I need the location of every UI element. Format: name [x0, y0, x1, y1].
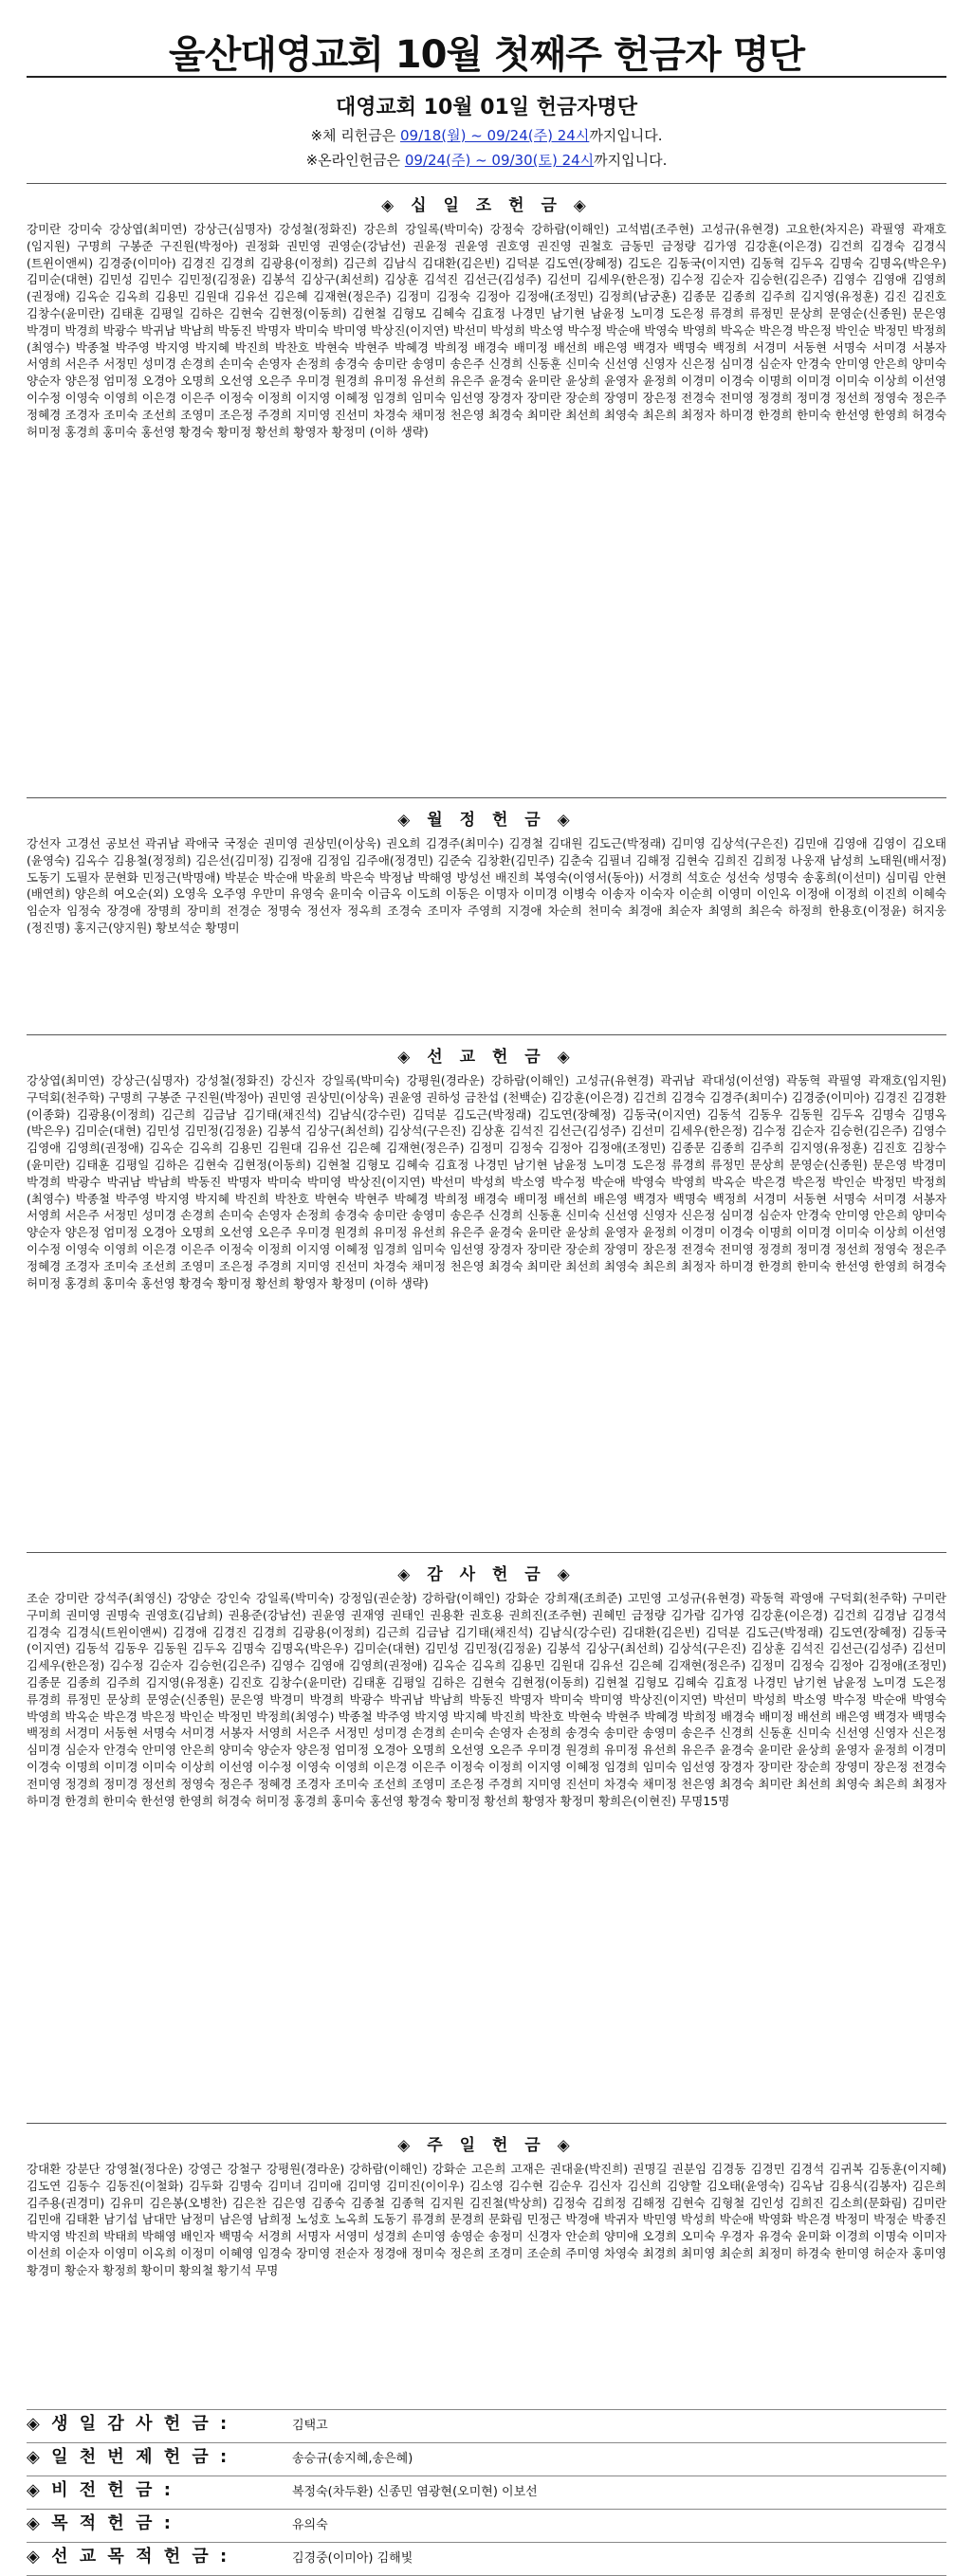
offering-names: 김경중(이미아) 김해빛 — [292, 2551, 413, 2566]
section-divider — [27, 183, 946, 184]
main-title: 울산대영교회 10월 첫째주 헌금자 명단 — [169, 33, 804, 77]
section-title: ◈ 월 정 헌 금 ◈ — [397, 811, 576, 830]
offering-purpose — [27, 2509, 946, 2542]
period-offline — [27, 126, 946, 145]
period-online — [27, 151, 946, 170]
section-divider — [27, 797, 946, 798]
section-divider — [27, 2123, 946, 2124]
donor-names: 강미란 강미숙 강상엽(최미연) 강상근(심명자) 강성철(정화진) 강은희 강일록(박미숙) 강정숙 강하람(이해인) 고석범(조주현) 고성규(유현경) 고요한(차지은) 곽필영 곽재호(임지원) 구명희 구봉준 구진원(박정아) 권정화 권민영 권영순(강남선) 권윤정 권윤영 권호영 권진영 권철호 금동민 금정량 김가영 김강훈(이은경) 김건희 김경숙 김경식(트윈이앤씨) 김경중(이미아) 김경진 김경희 김광용(이정희) 김근희 김남식 김대환(김은빈) 김덕분 김도연(장혜정) 김도은 김동국(이지연) 김동혁 김두옥 김명숙 김명옥(박은우) 김미순(대현) 김민성 김민수 김민정(김정윤) 김봉석 김상구(최선희) 김상훈 김석진 김선근(김성주) 김선미 김세우(한은정) 김수정 김순자 김승헌(김은주) 김영수 김영애 김영희(권정애) 김옥순 김옥희 김용민 김원대 김유선 김은혜 김재현(정은주) 김정미 김정숙 김정아 김정애(조정민) 김정희(남궁훈) 김종문 김종희 김주희 김지영(유정훈) 김진 김진호 김창수(윤미란) 김태훈 김평일 김하은 김현숙 김현정(이동희) 김현철 김형모 김혜숙 김효정 나경민 남기현 남윤정 노미경 도은정 류경희 류정민 문상희 문영순(신종원) 문은영 박경미 박경희 박광수 박귀남 박남희 박동진 박명자 박미숙 박미영 박상진(이지연) 박선미 박성희 박소영 박수정 박순애 박영숙 박영희 박옥순 박은경 박은정 박인순 박정민 박정희(최영수) 박종철 박주영 박지영 박지혜 박진희 박찬호 박현숙 박현주 박혜경 박희정 배경숙 배미정 배선희 배은영 백경자 백명숙 백정희 서경미 서동현 서명숙 서미경 서봉자 서영희 서은주 서정민 성미경 손경희 손미숙 손영자 손정희 송경숙 송미란 송영미 송은주 신경희 신동훈 신미숙 신선영 신영자 신은정 심미경 심순자 안경숙 안미영 안은희 양미숙 양순자 양은정 엄미정 오경아 오명희 오선영 오은주 우미경 원경희 유미정 유선희 유은주 윤경숙 윤미란 윤상희 윤영자 윤정희 이경미 이경숙 이명희 이미경 이미숙 이상희 이선영 이수정 이영숙 이영희 이은경 이은주 이정숙 이정희 이지영 이혜정 임경희 임미숙 임선영 장경자 장미란 장순희 장영미 장은정 전경숙 전미영 정경희 정미경 정선희 정영숙 정은주 정혜경 조경자 조미숙 조선희 조영미 조은정 주경희 지미영 진선미 차경숙 채미정 천은영 최경숙 최미란 최선희 최영숙 최은희 최정자 하미경 한경희 한미숙 한선영 한영희 허경숙 허미정 홍경희 홍미숙 홍선영 황경숙 황미정 황선희 황영자 황정미 (이하 생략) — [27, 222, 946, 439]
section-title: ◈ 선 교 헌 금 ◈ — [397, 1048, 576, 1067]
donor-names: 강상엽(최미연) 강상근(심명자) 강성철(정화진) 강신자 강일록(박미숙) 강평원(경라운) 강하람(이해인) 고성규(유현경) 곽귀남 곽대성(이선영) 곽동혁 곽필영 곽재호(임지원) 구덕회(천주학) 구명희 구봉준 구진원(박정아) 권민영 권상민(이상욱) 권윤영 권하성 금찬섭 (천백순) 김강훈(이은경) 김건희 김경숙 김경주(최미수) 김경중(이미아) 김경진 김경환(이종화) 김광용(이정희) 김근희 김금남 김기태(채진석) 김남식(강수린) 김덕분 김도근(박정래) 김도연(장혜정) 김동국(이지연) 김동석 김동우 김동원 김두옥 김명숙 김명옥(박은우) 김미순(대현) 김민성 김민정(김정윤) 김봉석 김상구(최선희) 김상석(구은진) 김상훈 김석진 김선근(김성주) 김선미 김세우(한은정) 김수정 김순자 김승헌(김은주) 김영수 김영애 김영희(권정애) 김옥순 김옥희 김용민 김원대 김유선 김은혜 김재현(정은주) 김정미 김정숙 김정아 김정애(조정민) 김종문 김종희 김주희 김지영(유정훈) 김진호 김창수(윤미란) 김태훈 김평일 김하은 김현숙 김현정(이동희) 김현철 김형모 김혜숙 김효정 나경민 남기현 남윤정 노미경 도은정 류경희 류정민 문상희 문영순(신종원) 문은영 박경미 박경희 박광수 박귀남 박남희 박동진 박명자 박미숙 박미영 박상진(이지연) 박선미 박성희 박소영 박수정 박순애 박영숙 박영희 박옥순 박은경 박은정 박인순 박정민 박정희(최영수) 박종철 박주영 박지영 박지혜 박진희 박찬호 박현숙 박현주 박혜경 박희정 배경숙 배미정 배선희 배은영 백경자 백명숙 백정희 서경미 서동현 서명숙 서미경 서봉자 서영희 서은주 서정민 성미경 손경희 손미숙 손영자 손정희 송경숙 송미란 송영미 송은주 신경희 신동훈 신미숙 신선영 신영자 신은정 심미경 심순자 안경숙 안미영 안은희 양미숙 양순자 양은정 엄미정 오경아 오명희 오선영 오은주 우미경 원경희 유미정 유선희 유은주 윤경숙 윤미란 윤상희 윤영자 윤정희 이경미 이경숙 이명희 이미경 이미숙 이상희 이선영 이수정 이영숙 이영희 이은경 이은주 이정숙 이정희 이지영 이혜정 임경희 임미숙 임선영 장경자 장미란 장순희 장영미 장은정 전경숙 전미영 정경희 정미경 정선희 정영숙 정은주 정혜경 조경자 조미숙 조선희 조영미 조은정 주경희 지미영 진선미 차경숙 채미정 천은영 최경숙 최미란 최선희 최영숙 최은희 최정자 하미경 한경희 한미숙 한선영 한영희 허경숙 허미정 홍경희 홍미숙 홍선영 황경숙 황미정 황선희 황영자 황정미 (이하 생략) — [27, 1073, 946, 1290]
offering-thousand — [27, 2442, 946, 2476]
section-sunday — [27, 2123, 946, 2396]
period-offline-prefix: ※체 리헌금은 — [310, 127, 401, 144]
offering-mission-purpose — [27, 2542, 946, 2576]
period-offline-range: 09/18(월) ~ 09/24(주) 24시 — [400, 127, 590, 144]
offering-label: ◈ 일 천 번 제 헌 금 : — [27, 2447, 230, 2467]
offering-names: 복정숙(차두환) 신종민 염광현(오미현) 이보선 — [292, 2485, 538, 2499]
subhead — [27, 91, 946, 170]
section-tithe — [27, 183, 946, 784]
section-thanksgiving — [27, 1552, 946, 2110]
offering-label: ◈ 목 적 헌 금 : — [27, 2513, 174, 2533]
section-monthly — [27, 797, 946, 1021]
section-mission — [27, 1034, 946, 1539]
donor-names: 강대환 강분단 강영철(정다운) 강영근 강철구 강평원(경라운) 강하람(이해인) 강화순 고은희 고재은 권대윤(박진희) 권명길 권분임 김경동 김경민 김경석 김귀복 김동훈(이지혜) 김도연 김동수 김동진(이철화) 김두화 김명숙 김미녀 김미애 김미영 김미진(이이우) 김소영 김수현 김순우 김신자 김신희 김양할 김오태(윤영숙) 김옥남 김용식(김봉자) 김은희 김주용(권경미) 김유미 김은봉(오병찬) 김은찬 김은영 김종숙 김종철 김종혁 김지원 김진철(박상희) 김정숙 김희정 김해정 김현숙 김형철 김인성 김희진 김소희(문화림) 김미란 김민애 김태환 남기섭 남대만 남정미 남은영 남희정 노성호 노옥희 도동기 류경희 문경희 문화림 민정근 박경애 박귀자 박민영 박성희 박순애 박영화 박은경 박정미 박정순 박종진 박지영 박진희 박태희 박해영 배인자 백명숙 서경희 서명자 서영미 성경희 손미영 송영순 송정미 신경자 안순희 양미애 오경희 오미숙 우경자 유경숙 윤미화 이경희 이명숙 이미자 이선희 이순자 이영미 이옥희 이정미 이혜영 임경숙 장미영 전순자 정경애 정미숙 정은희 조경미 조순희 주미영 차영숙 최경희 최미영 최순희 최정미 하경숙 한미영 허순자 홍미영 황경미 황순자 황정희 황이미 황의철 황기석 무명 — [27, 2162, 946, 2277]
offering-label: ◈ 선 교 목 적 헌 금 : — [27, 2547, 230, 2567]
section-title: ◈ 십 일 조 헌 금 ◈ — [381, 196, 592, 215]
offering-names: 김택고 — [292, 2419, 328, 2433]
period-online-prefix: ※온라인헌금은 — [305, 152, 405, 169]
offering-label: ◈ 생 일 감 사 헌 금 : — [27, 2414, 230, 2434]
section-title: ◈ 주 일 헌 금 ◈ — [397, 2136, 576, 2155]
offering-names: 송승규(송지혜,송은혜) — [292, 2452, 413, 2466]
sub-title: 대영교회 10월 01일 헌금자명단 — [336, 96, 637, 119]
special-offerings — [27, 2409, 946, 2576]
donor-names: 강선자 고경선 공보선 곽귀남 곽애국 국정순 권미영 권상민(이상욱) 권오희 김경주(최미수) 김경철 김대원 김도근(박정래) 김미영 김상석(구은진) 김민애 김영애 김영이 김오태(윤영숙) 김옥수 김용철(정정희) 김은선(김미정) 김정애 김정임 김주애(정경민) 김준숙 김창환(김민주) 김춘숙 김필녀 김해정 김현숙 김희진 김희정 나웅재 남성희 노태원(배서정) 도동기 도필자 문현화 민정근(박명애) 박분순 박순애 박윤희 박은숙 박정남 박해영 방성선 배진희 복영숙(이영서(동아)) 서경희 석호순 성선숙 성명숙 송홍희(이선미) 심미림 안현(배연희) 양은희 여오순(외) 오영욱 오주영 우만미 유영숙 윤미숙 이금옥 이도희 이동은 이명자 이미경 이병숙 이송자 이숙자 이순희 이영미 이인옥 이정애 이정희 이진희 이혜숙 임순자 임정숙 장경애 장명희 장미희 전경순 정명숙 정선자 정옥희 조경숙 조미자 주영희 지경애 차순희 천미숙 최경애 최순자 최영희 최은숙 하정희 한용호(이정윤) 허지웅(정진명) 홍지근(양지원) 황보석순 황명미 — [27, 836, 946, 935]
offering-names: 유의숙 — [292, 2518, 328, 2532]
offering-birthday — [27, 2409, 946, 2442]
period-online-range: 09/24(주) ~ 09/30(토) 24시 — [404, 152, 595, 169]
donor-names: 조순 강미란 강석주(최영신) 강양순 강인숙 강일록(박미숙) 강정임(권순창) 강하람(이해인) 강화순 강희재(조희준) 고민영 고성규(유현경) 곽동혁 곽영애 구덕회(천주학) 구미란 구미희 권미영 권명숙 권영호(김남희) 권용준(강남선) 권윤영 권재영 권태인 권용환 권호용 권희진(조주현) 권혜민 금정량 김가람 김가영 김강훈(이은경) 김건희 김경남 김경석 김경숙 김경식(트윈이앤씨) 김경애 김경진 김경희 김광용(이정희) 김근희 김금남 김기태(채진석) 김남식(강수린) 김대환(김은빈) 김덕분 김도근(박정래) 김도연(장혜정) 김동국(이지연) 김동석 김동우 김동원 김두옥 김명숙 김명옥(박은우) 김미순(대현) 김민성 김민정(김정윤) 김봉석 김상구(최선희) 김상석(구은진) 김상훈 김석진 김선근(김성주) 김선미 김세우(한은정) 김수정 김순자 김승헌(김은주) 김영수 김영애 김영희(권정애) 김옥순 김옥희 김용민 김원대 김유선 김은혜 김재현(정은주) 김정미 김정숙 김정아 김정애(조정민) 김종문 김종희 김주희 김지영(유정훈) 김진호 김창수(윤미란) 김태훈 김평일 김하은 김현숙 김현정(이동희) 김현철 김형모 김혜숙 김효정 나경민 남기현 남윤정 노미경 도은정 류경희 류정민 문상희 문영순(신종원) 문은영 박경미 박경희 박광수 박귀남 박남희 박동진 박명자 박미숙 박미영 박상진(이지연) 박선미 박성희 박소영 박수정 박순애 박영숙 박영희 박옥순 박은경 박은정 박인순 박정민 박정희(최영수) 박종철 박주영 박지영 박지혜 박진희 박찬호 박현숙 박현주 박혜경 박희정 배경숙 배미정 배선희 배은영 백경자 백명숙 백정희 서경미 서동현 서명숙 서미경 서봉자 서영희 서은주 서정민 성미경 손경희 손미숙 손영자 손정희 송경숙 송미란 송영미 송은주 신경희 신동훈 신미숙 신선영 신영자 신은정 심미경 심순자 안경숙 안미영 안은희 양미숙 양순자 양은정 엄미정 오경아 오명희 오선영 오은주 우미경 원경희 유미정 유선희 유은주 윤경숙 윤미란 윤상희 윤영자 윤정희 이경미 이경숙 이명희 이미경 이미숙 이상희 이선영 이수정 이영숙 이영희 이은경 이은주 이정숙 이정희 이지영 이혜정 임경희 임미숙 임선영 장경자 장미란 장순희 장영미 장은정 전경숙 전미영 정경희 정미경 정선희 정영숙 정은주 정혜경 조경자 조미숙 조선희 조영미 조은정 주경희 지미영 진선미 차경숙 채미정 천은영 최경숙 최미란 최선희 최영숙 최은희 최정자 하미경 한경희 한미숙 한선영 한영희 허경숙 허미정 홍경희 홍미숙 홍선영 황경숙 황미정 황선희 황영자 황정미 황희은(이현진) 무명15명 — [27, 1591, 946, 1808]
period-offline-suffix: 까지입니다. — [589, 127, 663, 144]
offering-label: ◈ 비 전 헌 금 : — [27, 2480, 174, 2500]
section-title: ◈ 감 사 헌 금 ◈ — [397, 1565, 576, 1584]
section-divider — [27, 1552, 946, 1553]
offering-vision — [27, 2476, 946, 2509]
section-divider — [27, 1034, 946, 1035]
period-online-suffix: 까지입니다. — [594, 152, 668, 169]
